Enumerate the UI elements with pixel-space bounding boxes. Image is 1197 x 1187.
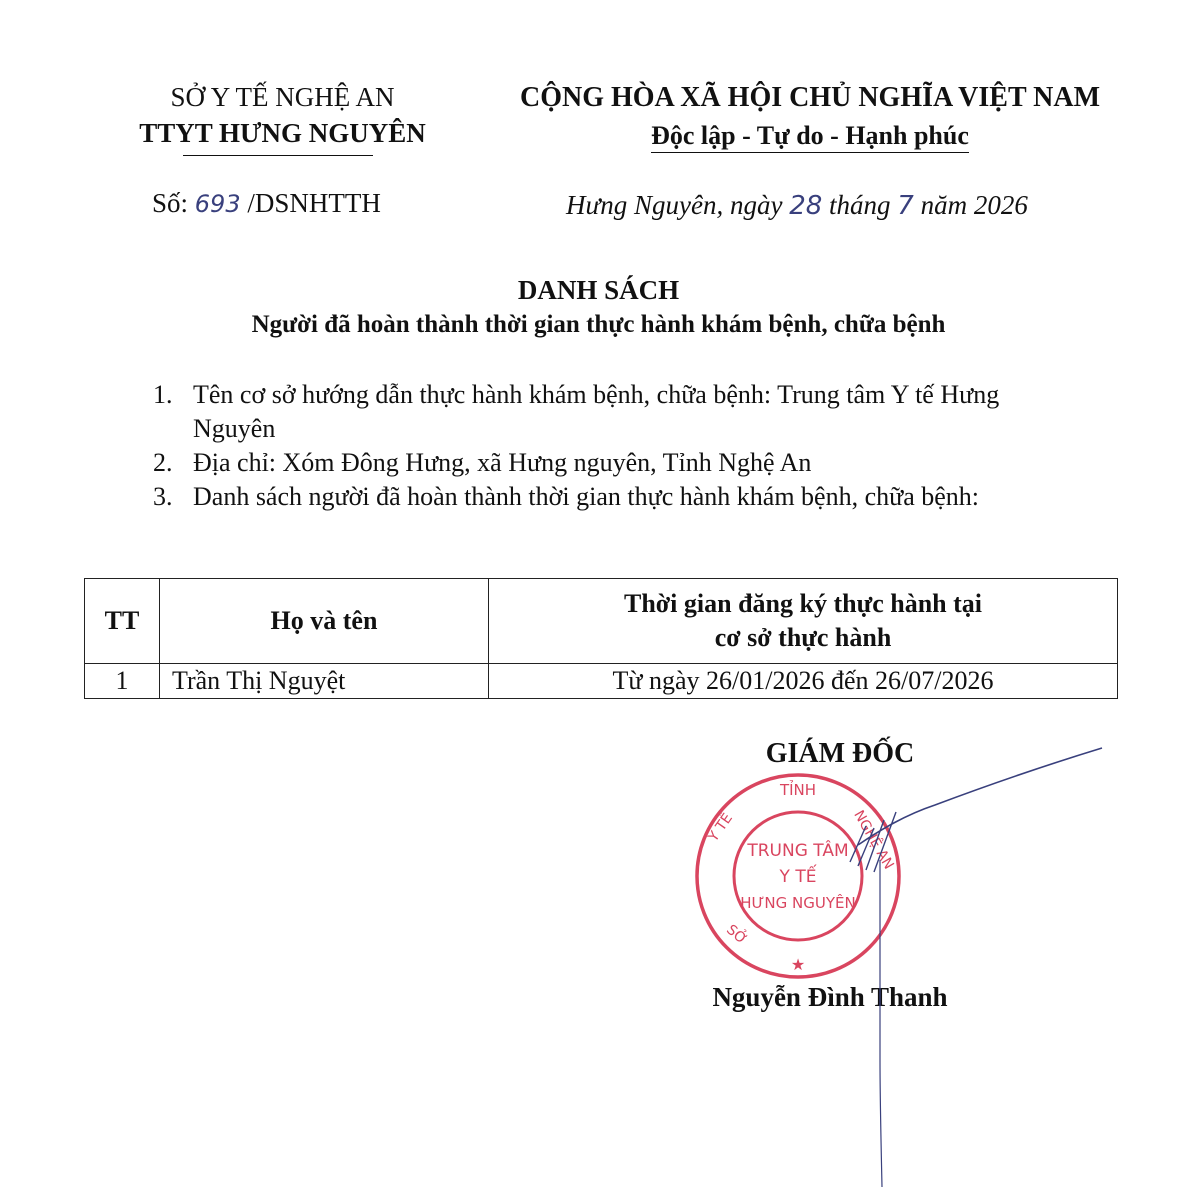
document-subtitle: Người đã hoàn thành thời gian thực hành khám bệnh, chữa bệnh xyxy=(251,311,946,338)
document-number xyxy=(152,188,381,219)
header-period-line2: cơ sở thực hành xyxy=(714,623,892,652)
header-name: Họ và tên xyxy=(160,579,489,664)
list-item-text: Địa chỉ: Xóm Đông Hưng, xã Hưng nguyên, Tỉnh Nghệ An xyxy=(193,448,812,477)
list-item xyxy=(153,446,1073,480)
list-item-number: 2. xyxy=(153,448,173,477)
signer-name: Nguyễn Đình Thanh xyxy=(712,982,948,1012)
table-row xyxy=(85,664,1118,699)
stamp-line2: Y TẾ xyxy=(779,867,817,887)
document-title: DANH SÁCH xyxy=(517,275,680,305)
official-stamp xyxy=(692,770,904,982)
docnum-handwritten: 693 xyxy=(194,190,241,218)
date-line xyxy=(566,190,1028,221)
stamp-ring-right: NGHỆ AN xyxy=(850,807,897,873)
parent-organization: SỞ Y TẾ NGHỆ AN xyxy=(170,82,395,112)
stamp-ring-left: Y TẾ xyxy=(705,810,736,845)
stamp-line3: HƯNG NGUYÊN xyxy=(740,894,856,912)
date-day-handwritten: 28 xyxy=(789,191,823,221)
list-item-number: 1. xyxy=(153,380,173,409)
date-year: 2026 xyxy=(973,190,1028,220)
organization-name: TTYT HƯNG NGUYÊN xyxy=(139,118,426,148)
practitioner-table xyxy=(84,578,1118,699)
table-header-row xyxy=(85,579,1118,664)
signature-title: GIÁM ĐỐC xyxy=(765,738,915,769)
header-tt: TT xyxy=(85,579,160,664)
header-period xyxy=(489,579,1118,664)
cell-name: Trần Thị Nguyệt xyxy=(160,664,489,699)
docnum-suffix: /DSNHTTH xyxy=(247,188,381,218)
header-period-line1: Thời gian đăng ký thực hành tại xyxy=(623,589,982,618)
national-title: CỘNG HÒA XÃ HỘI CHỦ NGHĨA VIỆT NAM xyxy=(519,82,1101,113)
stamp-ring-bottom: SỞ xyxy=(723,921,751,949)
stamp-star-icon: ★ xyxy=(790,955,806,974)
stamp-ring-top: TỈNH xyxy=(779,781,817,799)
motto-text: Độc lập - Tự do - Hạnh phúc xyxy=(651,121,969,153)
national-motto xyxy=(495,121,1125,151)
date-month-handwritten: 7 xyxy=(897,191,914,221)
list-item xyxy=(153,378,1073,446)
stamp-line1: TRUNG TÂM xyxy=(747,841,849,861)
cell-tt: 1 xyxy=(85,664,160,699)
info-list xyxy=(153,378,1073,514)
docnum-prefix: Số: xyxy=(152,188,189,218)
list-item xyxy=(153,480,1073,514)
organization-underline xyxy=(183,155,373,156)
date-year-label: năm xyxy=(920,190,968,220)
list-item-text: Danh sách người đã hoàn thành thời gian thực hành khám bệnh, chữa bệnh: xyxy=(193,482,980,511)
list-item-text: Tên cơ sở hướng dẫn thực hành khám bệnh, chữa bệnh: Trung tâm Y tế Hưng Nguyên xyxy=(193,380,1000,443)
date-month-label: tháng xyxy=(829,190,891,220)
cell-period: Từ ngày 26/01/2026 đến 26/07/2026 xyxy=(489,664,1118,699)
list-item-number: 3. xyxy=(153,482,173,511)
date-place: Hưng Nguyên, ngày xyxy=(566,190,783,220)
